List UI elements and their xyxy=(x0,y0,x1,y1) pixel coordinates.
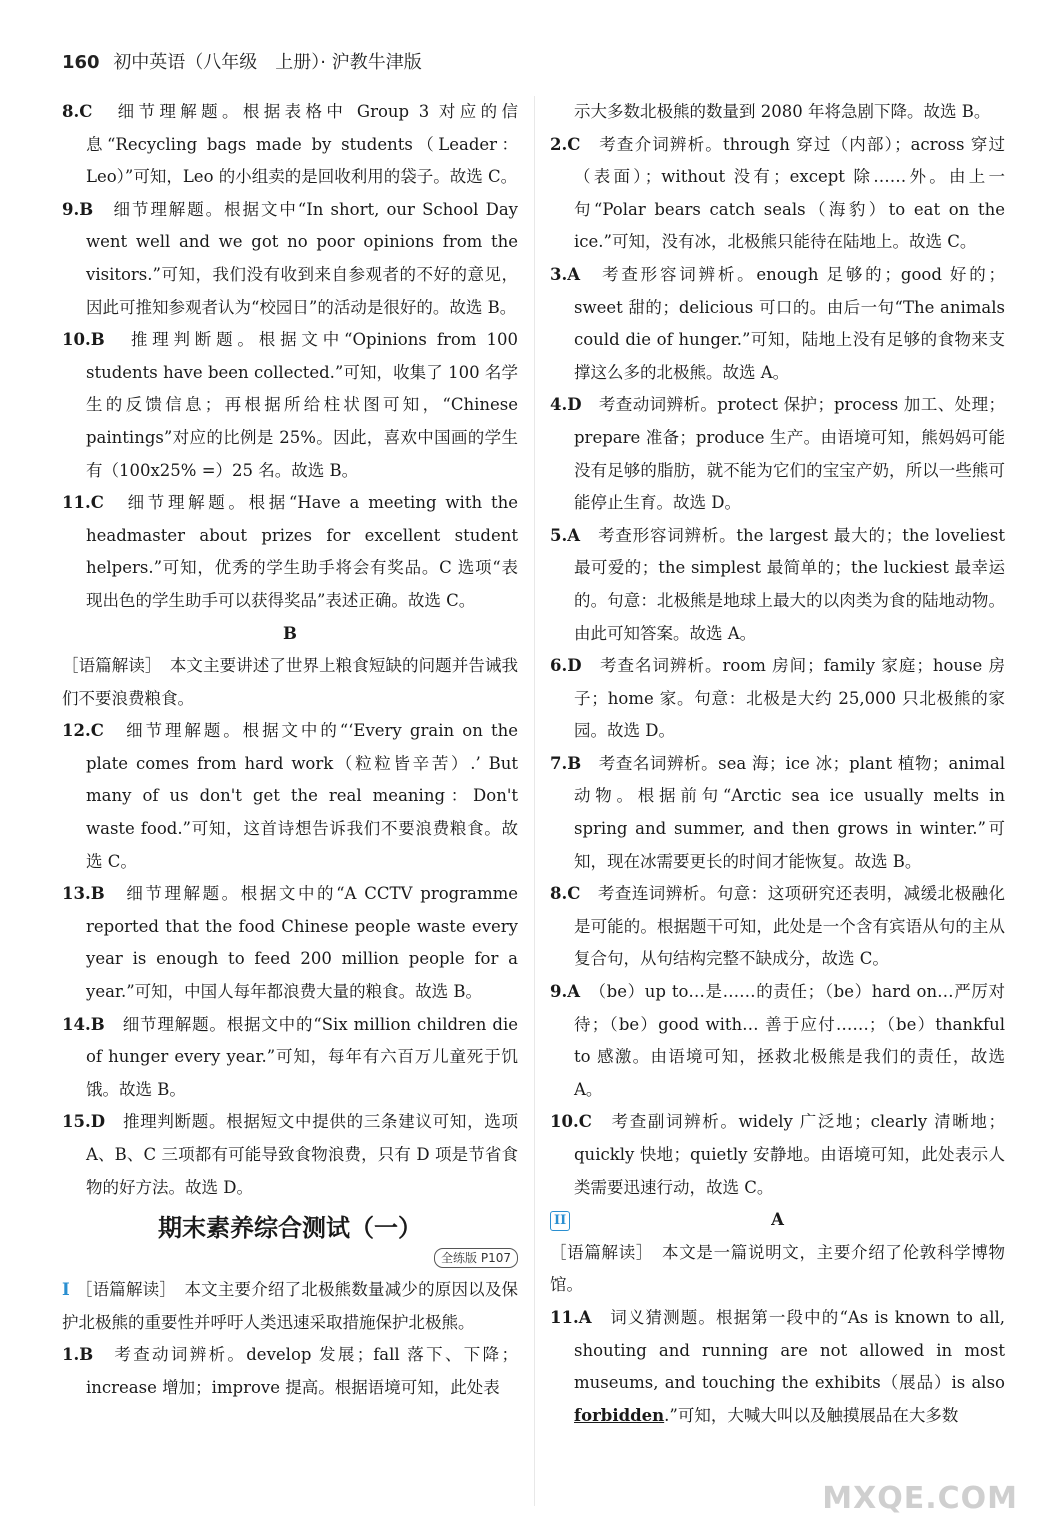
answer-item: 7.B 考查名词辨析。sea 海；ice 冰；plant 植物；animal 动物。根据前句“Arctic sea ice usually melts in spring and summer, and then grows in winter.”可知，现在冰需要更长的时间才能恢复。故选 B。 xyxy=(550,753,1006,871)
part-marker: I xyxy=(62,1280,70,1300)
section-heading: II A xyxy=(550,1204,1005,1237)
answer-item: 13.B 细节理解题。根据文中的“A CCTV programme reported that the food Chinese people waste every year is enough to feed 200 million people for a year.”可知，中国人每年都浪费大量的粮食。故选 B。 xyxy=(62,884,518,1002)
answer-item: 11.C 细节理解题。根据“Have a meeting with the headmaster about prizes for excellent student helpers.”可知，优秀的学生助手将会有奖品。C 选项“表现出色的学生助手可以获得奖品”表述正确。故选 C。 xyxy=(62,493,518,610)
test-title: 期末素养综合测试（一） xyxy=(158,1214,422,1243)
continued-text: 示大多数北极熊的数量到 2080 年将急剧下降。故选 B。 xyxy=(574,102,991,121)
book-title: 初中英语（八年级 上册）· 沪教牛津版 xyxy=(113,52,422,73)
answer-item: 9.A （be）up to…是……的责任；（be）hard on…严厉对待；（be）good with… 善于应付……；（be）thankful to 感激。由语境可知，拯救北极熊是我们的责任，故选 A。 xyxy=(550,982,1006,1099)
answer-item: 12.C 细节理解题。根据文中的“‘Every grain on the plate comes from hard work（粒粒皆辛苦）.’ But many of us don't get the real meaning：Don't waste food.”可知，这首诗想告诉我们不要浪费粮食。故选 C。 xyxy=(62,721,518,871)
left-column xyxy=(62,96,518,1405)
passage-summary: I ［语篇解读］ 本文主要介绍了北极熊数量减少的原因以及保护北极熊的重要性并呼吁人类迅速采取措施保护北极熊。 xyxy=(62,1274,518,1339)
watermark: MXQE.COM xyxy=(822,1481,1018,1516)
underlined-word: forbidden xyxy=(574,1405,665,1425)
answer-item: 8.C 细节理解题。根据表格中 Group 3 对应的信息“Recycling bags made by students（Leader：Leo）”可知，Leo 的小组卖的是回收利用的袋子。故选 C。 xyxy=(62,102,518,187)
page-number: 160 xyxy=(62,52,100,73)
passage-summary: ［语篇解读］ 本文是一篇说明文，主要介绍了伦敦科学博物馆。 xyxy=(550,1242,1005,1295)
answer-item: 3.A 考查形容词辨析。enough 足够的；good 好的；sweet 甜的；delicious 可口的。由后一句“The animals could die of hunger.”可知，陆地上没有足够的食物来支撑这么多的北极熊。故选 A。 xyxy=(550,264,1006,382)
part-marker: II xyxy=(550,1211,570,1231)
answer-item: 11.A 词义猜测题。根据第一段中的“As is known to all, shouting and running are not allowed in most museums, and touching the exhibits（展品）is also forbidden.”可知，大喊大叫以及触摸展品在大多数 xyxy=(550,1307,1006,1425)
answer-item: 10.B 推理判断题。根据文中“Opinions from 100 students have been collected.”可知，收集了 100 名学生的反馈信息；再根据所给柱状图可知，“Chinese paintings”对应的比例是 25%。因此，喜欢中国画的学生有（100x25% =）25 名。故选 B。 xyxy=(62,330,519,480)
column-divider xyxy=(534,96,535,1506)
answer-item: 15.D 推理判断题。根据短文中提供的三条建议可知，选项 A、B、C 三项都有可能导致食物浪费，只有 D 项是节省食物的好方法。故选 D。 xyxy=(62,1112,519,1197)
answer-item: 1.B 考查动词辨析。develop 发展；fall 落下、下降；increase 增加；improve 提高。根据语境可知，此处表 xyxy=(62,1345,518,1397)
right-column xyxy=(550,96,1005,1432)
answer-item: 5.A 考查形容词辨析。the largest 最大的；the loveliest 最可爱的；the simplest 最简单的；the luckiest 最幸运的。句意：北极熊是地球上最大的以肉类为食的陆地动物。由此可知答案。故选 A。 xyxy=(550,525,1006,643)
answer-item: 4.D 考查动词辨析。protect 保护；process 加工、处理；prepare 准备；produce 生产。由语境可知，熊妈妈可能没有足够的脂肪，就不能为它们的宝宝产奶，所以一些熊可能停止生育。故选 D。 xyxy=(550,395,1006,513)
practice-tag: 全练版 P107 xyxy=(62,1248,518,1268)
answer-item: 2.C 考查介词辨析。through 穿过（内部）；across 穿过（表面）；without 没有；except 除……外。由上一句“Polar bears catch seals（海豹）to eat on the ice.”可知，没有冰，北极熊只能待在陆地上。故选 C。 xyxy=(550,134,1006,252)
answer-item: 10.C 考查副词辨析。widely 广泛地；clearly 清晰地；quickly 快地；quietly 安静地。由语境可知，此处表示人类需要迅速行动，故选 C。 xyxy=(550,1112,1006,1197)
answer-item: 9.B 细节理解题。根据文中“In short, our School Day went well and we got no poor opinions from the visitors.”可知，我们没有收到来自参观者的不好的意见，因此可推知参观者认为“校园日”的活动是很好的。故选 B。 xyxy=(62,199,518,317)
passage-summary: ［语篇解读］ 本文主要讲述了世界上粮食短缺的问题并告诫我们不要浪费粮食。 xyxy=(62,656,518,708)
answer-item: 6.D 考查名词辨析。room 房间；family 家庭；house 房子；home 家。句意：北极是大约 25,000 只北极熊的家园。故选 D。 xyxy=(550,656,1005,741)
answer-item: 8.C 考查连词辨析。句意：这项研究还表明，减缓北极融化是可能的。根据题干可知，此处是一个含有宾语从句的主从复合句，从句结构完整不缺成分，故选 C。 xyxy=(550,884,1006,969)
answer-item: 14.B 细节理解题。根据文中的“Six million children die of hunger every year.”可知，每年有六百万儿童死于饥饿。故选 B。 xyxy=(62,1014,518,1099)
page-header xyxy=(62,48,422,74)
section-heading: B xyxy=(283,623,297,643)
